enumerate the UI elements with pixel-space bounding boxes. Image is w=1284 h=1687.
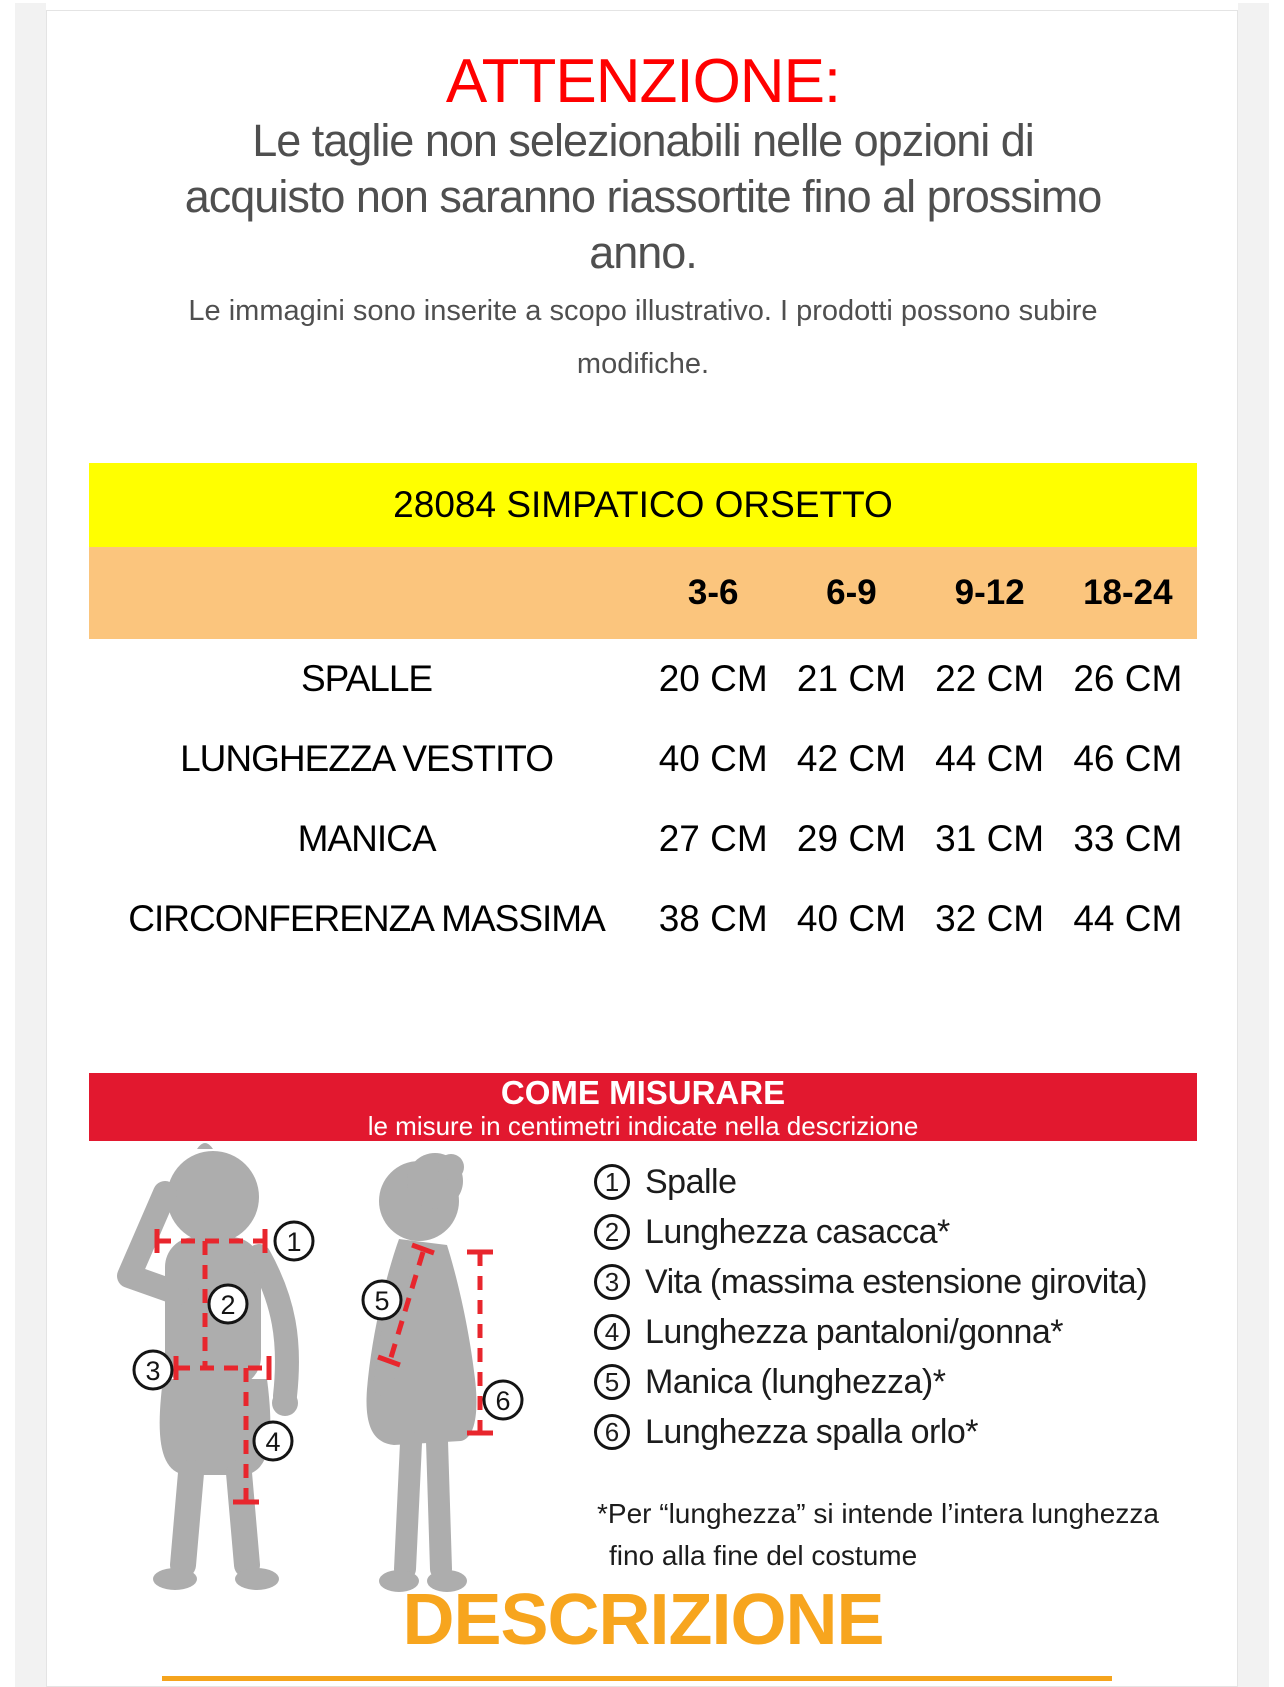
legend-label: Lunghezza casacca* bbox=[645, 1212, 950, 1251]
measure-value: 27 CM bbox=[658, 818, 768, 859]
size-column-header: 18-24 bbox=[1083, 573, 1173, 612]
legend-label: Spalle bbox=[645, 1162, 737, 1201]
marker-number: 3 bbox=[145, 1356, 161, 1386]
legend-number-badge: 3 bbox=[594, 1264, 630, 1300]
measure-value: 44 CM bbox=[1073, 898, 1183, 939]
size-table-row bbox=[89, 639, 1197, 719]
legend-item bbox=[594, 1157, 1147, 1207]
measure-value: 22 CM bbox=[935, 658, 1045, 699]
measure-value: 40 CM bbox=[658, 738, 768, 779]
measure-value: 46 CM bbox=[1073, 738, 1183, 779]
description-heading: DESCRIZIONE bbox=[402, 1580, 884, 1660]
content-card bbox=[46, 10, 1238, 1687]
size-column-header: 3-6 bbox=[687, 573, 739, 612]
size-column-header: 9-12 bbox=[954, 573, 1025, 612]
how-to-measure-subtitle: le misure in centimetri indicate nella descrizione bbox=[367, 1111, 919, 1141]
size-table-corner-cell bbox=[89, 547, 644, 639]
size-table-header-row bbox=[89, 547, 1197, 639]
description-divider bbox=[162, 1676, 1112, 1681]
legend-item bbox=[594, 1257, 1147, 1307]
legend-number-badge: 1 bbox=[594, 1164, 630, 1200]
marker-number: 5 bbox=[374, 1286, 390, 1316]
legend-item bbox=[594, 1207, 1147, 1257]
measure-value: 44 CM bbox=[935, 738, 1045, 779]
measure-value: 38 CM bbox=[658, 898, 768, 939]
measure-value: 33 CM bbox=[1073, 818, 1183, 859]
measure-value: 20 CM bbox=[658, 658, 768, 699]
restock-notice bbox=[89, 113, 1197, 281]
page-left-margin bbox=[15, 3, 46, 1687]
how-to-measure-title: COME MISURARE bbox=[500, 1074, 786, 1111]
marker-number: 4 bbox=[265, 1427, 281, 1457]
measurement-legend bbox=[594, 1157, 1147, 1457]
marker-number: 2 bbox=[220, 1290, 236, 1320]
legend-item bbox=[594, 1357, 1147, 1407]
girl-silhouette bbox=[367, 1153, 477, 1592]
measure-value: 32 CM bbox=[935, 898, 1045, 939]
image-disclaimer bbox=[89, 285, 1197, 391]
length-footnote-line2: fino alla fine del costume bbox=[609, 1540, 918, 1571]
legend-number-badge: 5 bbox=[594, 1364, 630, 1400]
legend-label: Manica (lunghezza)* bbox=[645, 1362, 946, 1401]
measure-label: CIRCONFERENZA MASSIMA bbox=[128, 898, 605, 939]
legend-item bbox=[594, 1407, 1147, 1457]
restock-notice-line2: acquisto non saranno riassortite fino al prossimo bbox=[184, 171, 1102, 222]
image-disclaimer-line1: Le immagini sono inserite a scopo illustrativo. I prodotti possono subire bbox=[188, 295, 1098, 327]
length-footnote bbox=[597, 1493, 1159, 1577]
silhouette-figure bbox=[99, 1141, 639, 1601]
measure-value: 40 CM bbox=[796, 898, 906, 939]
measure-value: 21 CM bbox=[796, 658, 906, 699]
legend-label: Vita (massima estensione girovita) bbox=[645, 1262, 1148, 1301]
marker-number: 6 bbox=[495, 1386, 511, 1416]
marker-number: 1 bbox=[286, 1227, 302, 1257]
restock-notice-line3: anno. bbox=[589, 227, 697, 278]
page-right-margin bbox=[1238, 3, 1269, 1687]
measure-value: 29 CM bbox=[796, 818, 906, 859]
size-table bbox=[89, 463, 1197, 959]
legend-number-badge: 2 bbox=[594, 1214, 630, 1250]
legend-label: Lunghezza spalla orlo* bbox=[645, 1412, 979, 1451]
legend-item bbox=[594, 1307, 1147, 1357]
measure-label: LUNGHEZZA VESTITO bbox=[180, 738, 554, 779]
how-to-measure-banner bbox=[89, 1073, 1197, 1141]
legend-label: Lunghezza pantaloni/gonna* bbox=[645, 1312, 1064, 1351]
legend-number-badge: 4 bbox=[594, 1314, 630, 1350]
restock-notice-line1: Le taglie non selezionabili nelle opzioni di bbox=[252, 115, 1034, 166]
image-disclaimer-line2: modifiche. bbox=[576, 348, 710, 380]
legend-number-badge: 6 bbox=[594, 1414, 630, 1450]
product-title-banner: 28084 SIMPATICO ORSETTO bbox=[89, 463, 1197, 547]
size-table-row bbox=[89, 879, 1197, 959]
size-table-row bbox=[89, 799, 1197, 879]
measure-value: 26 CM bbox=[1073, 658, 1183, 699]
measure-value: 42 CM bbox=[796, 738, 906, 779]
size-column-header: 6-9 bbox=[826, 573, 877, 612]
measure-label: MANICA bbox=[297, 818, 436, 859]
measure-value: 31 CM bbox=[935, 818, 1045, 859]
measurement-diagram bbox=[89, 1141, 1197, 1611]
length-footnote-line1: *Per “lunghezza” si intende l’intera lunghezza bbox=[597, 1498, 1159, 1529]
attention-title: ATTENZIONE: bbox=[445, 47, 841, 116]
size-table-row bbox=[89, 719, 1197, 799]
measure-label: SPALLE bbox=[300, 658, 433, 699]
